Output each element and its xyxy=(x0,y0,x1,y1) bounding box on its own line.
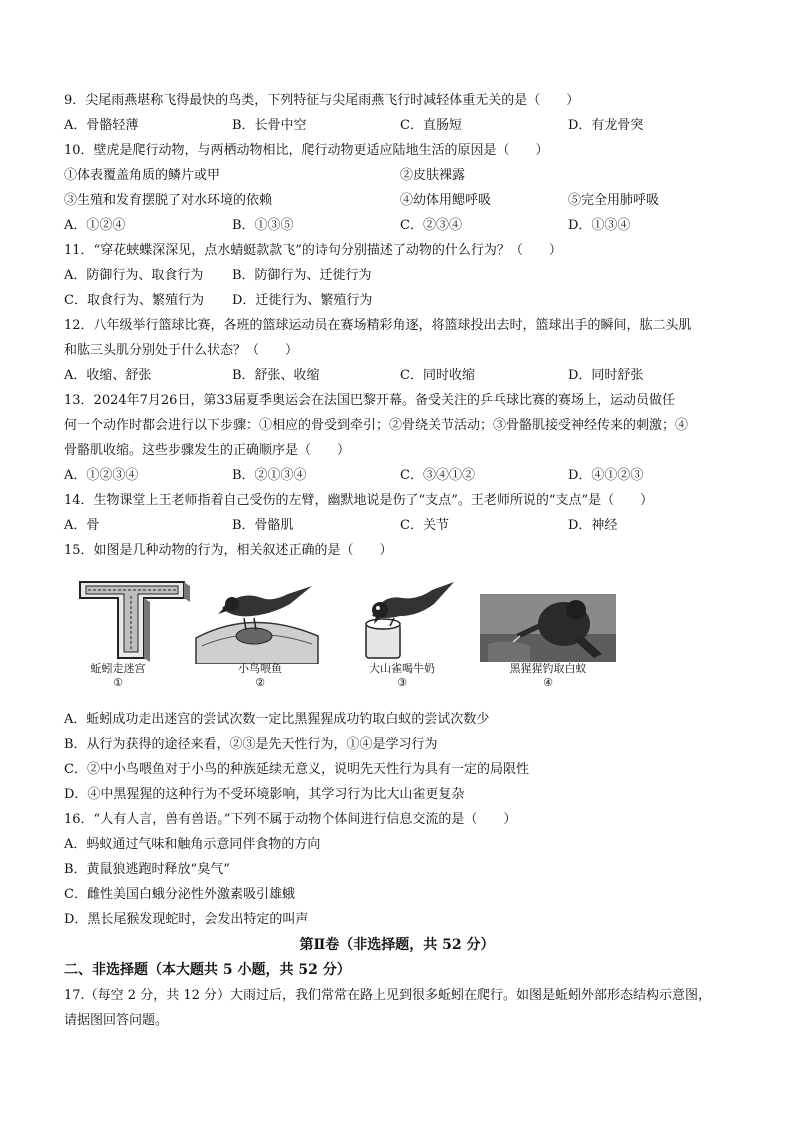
figure-4-number: ④ xyxy=(543,676,553,689)
figure-3-label: 大山雀喝牛奶 xyxy=(369,662,435,675)
great-tit-milk-illustration xyxy=(338,576,458,664)
q17-stem-line2: 请据图回答问题。 xyxy=(64,1013,169,1028)
q13-option-a: A．①②③④ xyxy=(64,468,139,483)
q14-stem: 14．生物课堂上王老师指着自己受伤的左臂，幽默地说是伤了“支点”。王老师所说的“支点”是（ ） xyxy=(64,493,654,508)
q10-item-5: ⑤完全用肺呼吸 xyxy=(568,193,660,208)
figure-2-caption xyxy=(212,662,308,690)
figure-4-caption xyxy=(488,662,608,690)
q10-option-c: C．②③④ xyxy=(400,218,462,233)
q9-option-d: D．有龙骨突 xyxy=(568,118,644,133)
q12-option-c: C．同时收缩 xyxy=(400,368,475,383)
q13-option-d: D．④①②③ xyxy=(568,468,644,483)
section-2-title: 第Ⅱ卷（非选择题，共 52 分） xyxy=(299,937,495,953)
section-2-heading: 二、非选择题（本大题共 5 小题，共 52 分） xyxy=(64,962,351,978)
q13-stem-line2: 何一个动作时都会进行以下步骤：①相应的骨受到牵引；②骨绕关节活动；③骨骼肌接受神经传来的刺激；④ xyxy=(64,418,689,433)
q11-option-a: A．防御行为、取食行为 xyxy=(64,268,204,283)
q14-option-b: B．骨骼肌 xyxy=(232,518,294,533)
figure-4-label: 黑猩猩钓取白蚁 xyxy=(509,662,587,675)
q16-option-a: A．蚂蚁通过气味和触角示意同伴食物的方向 xyxy=(64,837,321,852)
q15-option-c: C．②中小鸟喂鱼对于小鸟的种族延续无意义，说明先天性行为具有一定的局限性 xyxy=(64,762,529,777)
q12-option-b: B．舒张、收缩 xyxy=(232,368,320,383)
q10-option-b: B．①③⑤ xyxy=(232,218,294,233)
q12-stem-line2: 和肱三头肌分别处于什么状态？（ ） xyxy=(64,343,299,358)
maze-illustration xyxy=(72,576,192,664)
figure-2-number: ② xyxy=(255,676,265,689)
figure-3-number: ③ xyxy=(397,676,407,689)
bird-feeding-fish-illustration xyxy=(192,578,322,664)
q14-option-a: A．骨 xyxy=(64,518,100,533)
q16-option-d: D．黑长尾猴发现蛇时，会发出特定的叫声 xyxy=(64,912,309,927)
q15-option-d: D．④中黑猩猩的这种行为不受环境影响，其学习行为比大山雀更复杂 xyxy=(64,787,465,802)
figure-3-caption xyxy=(352,662,452,690)
q16-option-c: C．雌性美国白蛾分泌性外激素吸引雄蛾 xyxy=(64,887,295,902)
q13-option-c: C．③④①② xyxy=(400,468,475,483)
q13-option-b: B．②①③④ xyxy=(232,468,307,483)
q13-stem-line1: 13．2024年7月26日，第33届夏季奥运会在法国巴黎开幕。备受关注的乒乓球比赛的赛场上，运动员做任 xyxy=(64,393,675,408)
q11-stem: 11．“穿花蛱蝶深深见，点水蜻蜓款款飞”的诗句分别描述了动物的什么行为？（ ） xyxy=(64,243,562,258)
q9-stem: 9．尖尾雨燕堪称飞得最快的鸟类，下列特征与尖尾雨燕飞行时减轻体重无关的是（ ） xyxy=(64,93,580,108)
q16-stem: 16．“人有人言，兽有兽语。”下列不属于动物个体间进行信息交流的是（ ） xyxy=(64,812,517,827)
figure-1-label: 蚯蚓走迷宫 xyxy=(90,662,146,675)
chimpanzee-termite-photo xyxy=(480,594,616,662)
q9-option-c: C．直肠短 xyxy=(400,118,462,133)
q10-item-4: ④幼体用鳃呼吸 xyxy=(400,193,492,208)
q16-option-b: B．黄鼠狼逃跑时释放“臭气” xyxy=(64,862,230,877)
q10-item-1: ①体表覆盖角质的鳞片或甲 xyxy=(64,168,221,183)
q11-option-d: D．迁徙行为、繁殖行为 xyxy=(232,293,373,308)
q10-item-2: ②皮肤裸露 xyxy=(400,168,466,183)
figure-2-label: 小鸟喂鱼 xyxy=(238,662,282,675)
figure-1-number: ① xyxy=(113,676,123,689)
q14-option-c: C．关节 xyxy=(400,518,449,533)
q12-option-d: D．同时舒张 xyxy=(568,368,644,383)
q11-option-b: B．防御行为、迁徙行为 xyxy=(232,268,372,283)
q17-stem-line1: 17.（每空 2 分，共 12 分）大雨过后，我们常常在路上见到很多蚯蚓在爬行。如图是蚯蚓外部形态结构示意图， xyxy=(64,988,712,1003)
q10-item-3: ③生殖和发育摆脱了对水环境的依赖 xyxy=(64,193,273,208)
figure-1-caption xyxy=(70,662,166,690)
q12-option-a: A．收缩、舒张 xyxy=(64,368,152,383)
q9-option-a: A．骨骼轻薄 xyxy=(64,118,139,133)
q15-option-b: B．从行为获得的途径来看，②③是先天性行为，①④是学习行为 xyxy=(64,737,438,752)
q11-option-c: C．取食行为、繁殖行为 xyxy=(64,293,204,308)
q10-option-a: A．①②④ xyxy=(64,218,126,233)
q14-option-d: D．神经 xyxy=(568,518,618,533)
q15-option-a: A．蚯蚓成功走出迷宫的尝试次数一定比黑猩猩成功钓取白蚁的尝试次数少 xyxy=(64,712,490,727)
q10-stem: 10．壁虎是爬行动物，与两栖动物相比，爬行动物更适应陆地生活的原因是（ ） xyxy=(64,143,549,158)
q10-option-d: D．①③④ xyxy=(568,218,631,233)
q9-option-b: B．长骨中空 xyxy=(232,118,307,133)
q13-stem-line3: 骨骼肌收缩。这些步骤发生的正确顺序是（ ） xyxy=(64,443,351,458)
q15-stem: 15．如图是几种动物的行为，相关叙述正确的是（ ） xyxy=(64,543,393,558)
q12-stem-line1: 12．八年级举行篮球比赛，各班的篮球运动员在赛场精彩角逐，将篮球投出去时，篮球出手的瞬间，肱二头肌 xyxy=(64,318,692,333)
